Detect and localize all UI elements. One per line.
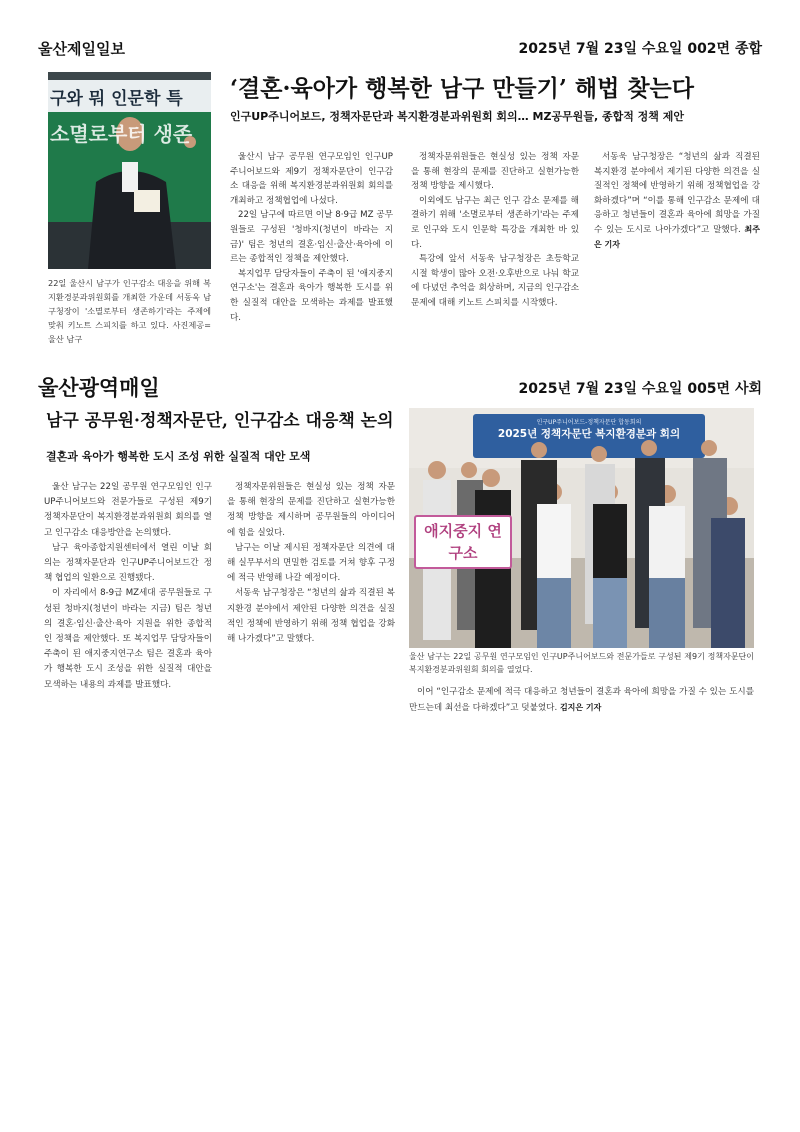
paragraph: 울산시 남구 공무원 연구모임인 인구UP주니어보드와 제9기 정책자문단이 인구감소 대응을 위해 복지환경분과위원회 회의를 개최하고 정책협업에 나섰다.: [230, 152, 393, 206]
subheadline: 결혼과 육아가 행복한 도시 조성 위한 실질적 대안 모색: [46, 450, 311, 463]
group-photo: [409, 408, 754, 648]
paragraph: 정책자문위원들은 현실성 있는 정책 자문을 통해 현장의 문제를 진단하고 실현가능한 정책 방향을 제시했다.: [411, 152, 579, 192]
article-body-col-2: [227, 480, 395, 647]
dateline: 2025년 7월 23일 수요일 005면 사회: [518, 381, 762, 397]
subheadline: 인구UP주니어보드, 정책자문단과 복지환경분과위원회 회의… MZ공무원들, 종합적 정책 제안: [230, 110, 684, 123]
photo-banner-text: 구와 뭐 인문학 특: [50, 89, 183, 109]
article-body-col-3: [594, 150, 760, 252]
byline: 김지은 기자: [559, 703, 602, 712]
paragraph: 이외에도 남구는 최근 인구 감소 문제를 해결하기 위해 '소멸로부터 생존하기'라는 주제로 인구와 도시 인문학 특강을 개최한 바 있다.: [411, 195, 579, 250]
article-body-col-2: [411, 150, 579, 311]
paragraph: 22일 남구에 따르면 이날 8·9급 MZ 공무원들로 구성된 '청바지(청년이 바라는 지금)' 팀은 청년의 결혼·임신·출산·육아에 이르는 종합적인 정책을 제안했다.: [230, 210, 393, 265]
newspaper-name: 울산제일일보: [38, 40, 125, 58]
paragraph: 남구는 이날 제시된 정책자문단 의견에 대해 실무부서의 면밀한 검토를 거쳐 향후 구정에 적극 반영해 나갈 예정이다.: [227, 542, 395, 584]
article-body-col-3: [409, 684, 754, 716]
paragraph: 이어 “인구감소 문제에 적극 대응하고 청년들이 결혼과 육아에 희망을 가질 수 있는 도시를 만드는데 최선을 다하겠다”고 덧붙였다. 김지은 기자: [409, 687, 754, 713]
photo-caption: 22일 울산시 남구가 인구감소 대응을 위해 복지환경분과위원회를 개최한 가운데 서동욱 남구청장이 '소멸로부터 생존하기'라는 주제에 맞춰 키노트 스피치를 하고 있다. 사진제공=울산 남구: [48, 278, 211, 344]
paragraph: 남구 육아종합지원센터에서 열린 이날 회의는 정책자문단과 인구UP주니어보드간 정책 협업의 일환으로 진행됐다.: [44, 542, 212, 584]
paragraph: 서동욱 남구청장은 “청년의 삶과 직결된 복지환경 분야에서 제기된 다양한 의견을 실질적인 정책에 반영하기 위해 정책협업을 강화하겠다”며 “이를 통해 인구감소 문제에 대응하고 청년들이 결혼과 육아에 희망을 가질 수 있는 도시로 나아가겠다”고 말했다. 최주은 기자: [594, 152, 760, 249]
article-photo: [48, 72, 211, 269]
paragraph: 서동욱 남구청장은 “청년의 삶과 직결된 복지환경 분야에서 제안된 다양한 의견을 실질적인 정책에 반영하기 위해 정책 협업을 강화해 나가겠다”고 말했다.: [227, 588, 395, 645]
paragraph: 특강에 앞서 서동욱 남구청장은 초등학교 시절 학생이 많아 오전·오후반으로 나눠 학교에 다녔던 추억을 회상하며, 지금의 인구감소 문제에 대해 키노트 스피치를 시작했다.: [411, 254, 579, 308]
sign-text: 애지중지 연구소: [424, 522, 502, 562]
paragraph: 이 자리에서 8-9급 MZ세대 공무원들로 구성된 청바지(청년이 바라는 지금) 팀은 청년의 결혼·임신·출산·육아 지원을 위한 종합적인 정책을 제안했다. 또 복지업무 담당자들이 주축이 된 애지중지연구소 팀은 결혼과 육아가 행복한 도시 조성을 위한 실질적 대안을 모색하는 내용의 과제를 발표했다.: [44, 588, 212, 690]
headline: 남구 공무원·정책자문단, 인구감소 대응책 논의: [46, 411, 394, 431]
photo-caption: 울산 남구는 22일 공무원 연구모임인 인구UP주니어보드와 전문가들로 구성된 제9기 정책자문단이 복지환경분과위원회 회의를 열었다.: [409, 652, 754, 674]
newspaper-name: 울산광역매일: [38, 375, 160, 400]
article-body-col-1: [230, 150, 393, 325]
paragraph: 정책자문위원들은 현실성 있는 정책 자문을 통해 현장의 문제를 진단하고 실현가능한 정책 방향을 제시하며 공무원들의 아이디어에 힘을 실었다.: [227, 482, 395, 538]
headline: ‘결혼·육아가 행복한 남구 만들기’ 해법 찾는다: [230, 75, 694, 102]
dateline: 2025년 7월 23일 수요일 002면 종합: [518, 41, 762, 57]
banner-line-1: 인구UP주니어보드-정책자문단 합동회의: [536, 419, 642, 426]
banner-line-2: 2025년 정책자문단 복지환경분과 회의: [497, 428, 681, 440]
paragraph: 울산 남구는 22일 공무원 연구모임인 인구UP주니어보드와 전문가들로 구성된 제9기 정책자문단이 복지환경분과위원회 회의를 열고 인구감소 대응방안을 논의했다.: [44, 482, 212, 538]
photo-banner-text-2: 소멸로부터 생존: [50, 122, 193, 146]
paragraph: 복지업무 담당자들이 주축이 된 '애지중지연구소'는 결혼과 육아가 행복한 도시를 위한 실질적 대안을 모색하는 과제를 발표했다.: [230, 268, 393, 323]
article-body-col-1: [44, 480, 212, 693]
byline: 최주은 기자: [594, 224, 760, 249]
